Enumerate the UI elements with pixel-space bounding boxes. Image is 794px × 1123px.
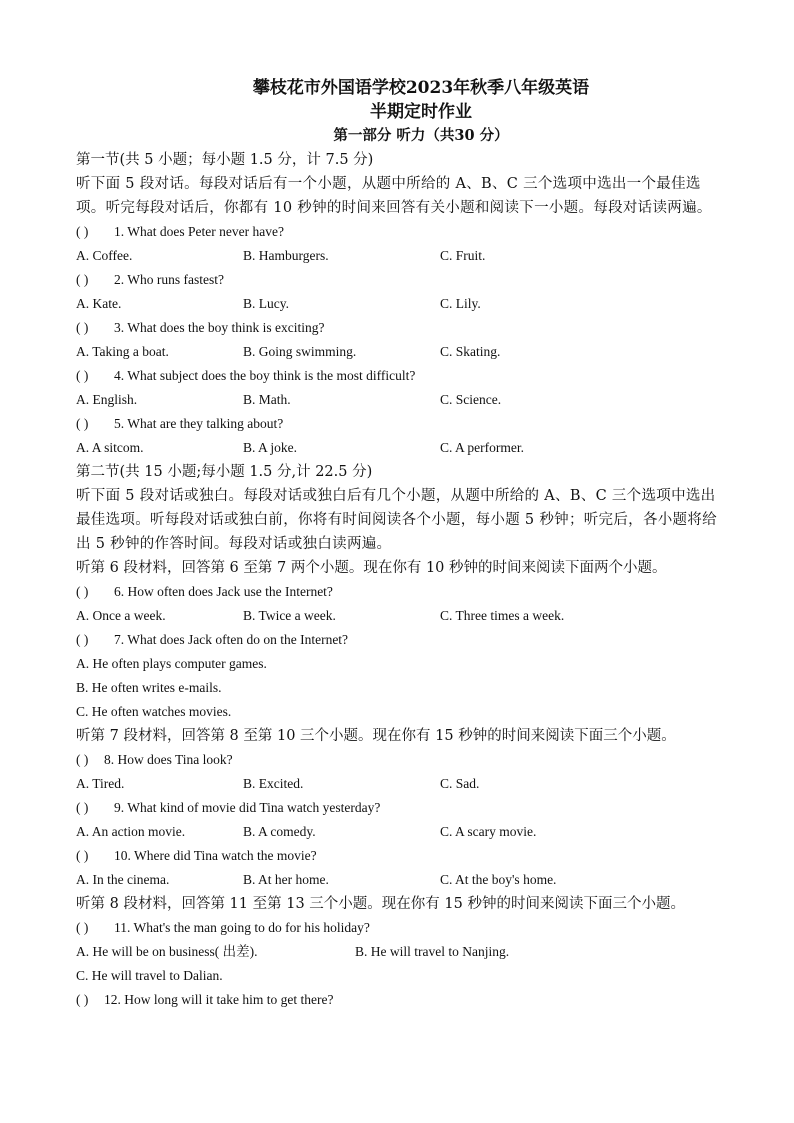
q5 xyxy=(76,412,726,460)
document-title: 攀枝花市外国语学校2023年秋季八年级英语 xyxy=(252,78,590,98)
answer-blank[interactable]: ( ) xyxy=(76,632,89,647)
answer-blank[interactable]: ( ) xyxy=(76,992,89,1007)
option-a: A. English. xyxy=(76,392,138,407)
question-text: 3. What does the boy think is exciting? xyxy=(114,320,325,335)
option-b: B. He will travel to Nanjing. xyxy=(355,944,510,959)
question-text: 2. Who runs fastest? xyxy=(114,272,224,287)
option-b: B. At her home. xyxy=(243,872,329,887)
q6 xyxy=(76,580,726,628)
answer-blank[interactable]: ( ) xyxy=(76,848,89,863)
option-c: C. Fruit. xyxy=(440,248,486,263)
q4 xyxy=(76,364,726,412)
option-a: A. Taking a boat. xyxy=(76,344,169,359)
material7-instruction: 听第 7 段材料，回答第 8 至第 10 三个小题。现在你有 15 秒钟的时间来阅读下面三个小题。 xyxy=(76,728,676,744)
q11 xyxy=(76,916,726,988)
q8 xyxy=(76,748,726,796)
q9 xyxy=(76,796,726,844)
option-b: B. Going swimming. xyxy=(243,344,357,359)
q10 xyxy=(76,844,726,892)
option-a: A. He often plays computer games. xyxy=(76,656,267,671)
question-text: 8. How does Tina look? xyxy=(104,752,233,767)
option-c: C. At the boy's home. xyxy=(440,872,557,887)
question-text: 9. What kind of movie did Tina watch yesterday? xyxy=(114,800,381,815)
option-a: A. Tired. xyxy=(76,776,125,791)
document-subtitle: 半期定时作业 xyxy=(370,102,472,122)
question-text: 4. What subject does the boy think is the most difficult? xyxy=(114,368,416,383)
question-text: 1. What does Peter never have? xyxy=(114,224,284,239)
part-heading: 第一部分 听力（共30 分） xyxy=(333,127,509,144)
option-c: C. He will travel to Dalian. xyxy=(76,968,223,983)
question-text: 11. What's the man going to do for his holiday? xyxy=(114,920,370,935)
option-c: C. A performer. xyxy=(440,440,524,455)
option-c: C. A scary movie. xyxy=(440,824,537,839)
option-b: B. Hamburgers. xyxy=(243,248,329,263)
option-b: B. Lucy. xyxy=(243,296,289,311)
answer-blank[interactable]: ( ) xyxy=(76,800,89,815)
answer-blank[interactable]: ( ) xyxy=(76,224,89,239)
question-text: 12. How long will it take him to get there? xyxy=(104,992,334,1007)
question-text: 5. What are they talking about? xyxy=(114,416,284,431)
option-b: B. A comedy. xyxy=(243,824,316,839)
option-c: C. Three times a week. xyxy=(440,608,565,623)
option-b: B. Excited. xyxy=(243,776,304,791)
section1-instruction: 听下面 5 段对话。每段对话后有一个小题，从题中所给的 A、B、C 三个选项中选出一个最佳选项。听完每段对话后，你都有 10 秒钟的时间来回答有关小题和阅读下一小题。每段对话读两遍。 xyxy=(76,176,712,216)
option-c: C. Sad. xyxy=(440,776,480,791)
option-b: B. He often writes e-mails. xyxy=(76,680,222,695)
q7 xyxy=(76,628,726,724)
option-a: A. Kate. xyxy=(76,296,122,311)
q12 xyxy=(76,988,726,1012)
option-b: B. A joke. xyxy=(243,440,298,455)
option-c: C. He often watches movies. xyxy=(76,704,232,719)
option-c: C. Lily. xyxy=(440,296,481,311)
answer-blank[interactable]: ( ) xyxy=(76,584,89,599)
option-c: C. Skating. xyxy=(440,344,501,359)
option-a: A. He will be on business( 出差). xyxy=(76,944,258,959)
answer-blank[interactable]: ( ) xyxy=(76,368,89,383)
q1 xyxy=(76,220,726,268)
section2-instruction: 听下面 5 段对话或独白。每段对话或独白后有几个小题，从题中所给的 A、B、C 三个选项中选出最佳选项。听每段对话或独白前，你将有时间阅读各个小题，每小题 5 秒钟；听完后，各小题将给出 5 秒钟的作答时间。每段对话或独白读两遍。 xyxy=(76,488,717,552)
answer-blank[interactable]: ( ) xyxy=(76,752,89,767)
answer-blank[interactable]: ( ) xyxy=(76,416,89,431)
material6-instruction: 听第 6 段材料，回答第 6 至第 7 两个小题。现在你有 10 秒钟的时间来阅读下面两个小题。 xyxy=(76,560,667,576)
option-c: C. Science. xyxy=(440,392,502,407)
option-a: A. An action movie. xyxy=(76,824,186,839)
option-a: A. In the cinema. xyxy=(76,872,170,887)
option-a: A. Coffee. xyxy=(76,248,133,263)
answer-blank[interactable]: ( ) xyxy=(76,272,89,287)
question-text: 7. What does Jack often do on the Internet? xyxy=(114,632,349,647)
answer-blank[interactable]: ( ) xyxy=(76,920,89,935)
question-text: 10. Where did Tina watch the movie? xyxy=(114,848,317,863)
q2 xyxy=(76,268,726,316)
option-a: A. Once a week. xyxy=(76,608,166,623)
q3 xyxy=(76,316,726,364)
option-b: B. Math. xyxy=(243,392,291,407)
section2-heading: 第二节(共 15 小题;每小题 1.5 分,计 22.5 分) xyxy=(76,464,373,480)
question-text: 6. How often does Jack use the Internet? xyxy=(114,584,333,599)
answer-blank[interactable]: ( ) xyxy=(76,320,89,335)
material8-instruction: 听第 8 段材料，回答第 11 至第 13 三个小题。现在你有 15 秒钟的时间来阅读下面三个小题。 xyxy=(76,896,685,912)
section1-heading: 第一节(共 5 小题；每小题 1.5 分，计 7.5 分) xyxy=(76,152,374,168)
option-b: B. Twice a week. xyxy=(243,608,336,623)
option-a: A. A sitcom. xyxy=(76,440,144,455)
worksheet-page xyxy=(76,76,726,1012)
